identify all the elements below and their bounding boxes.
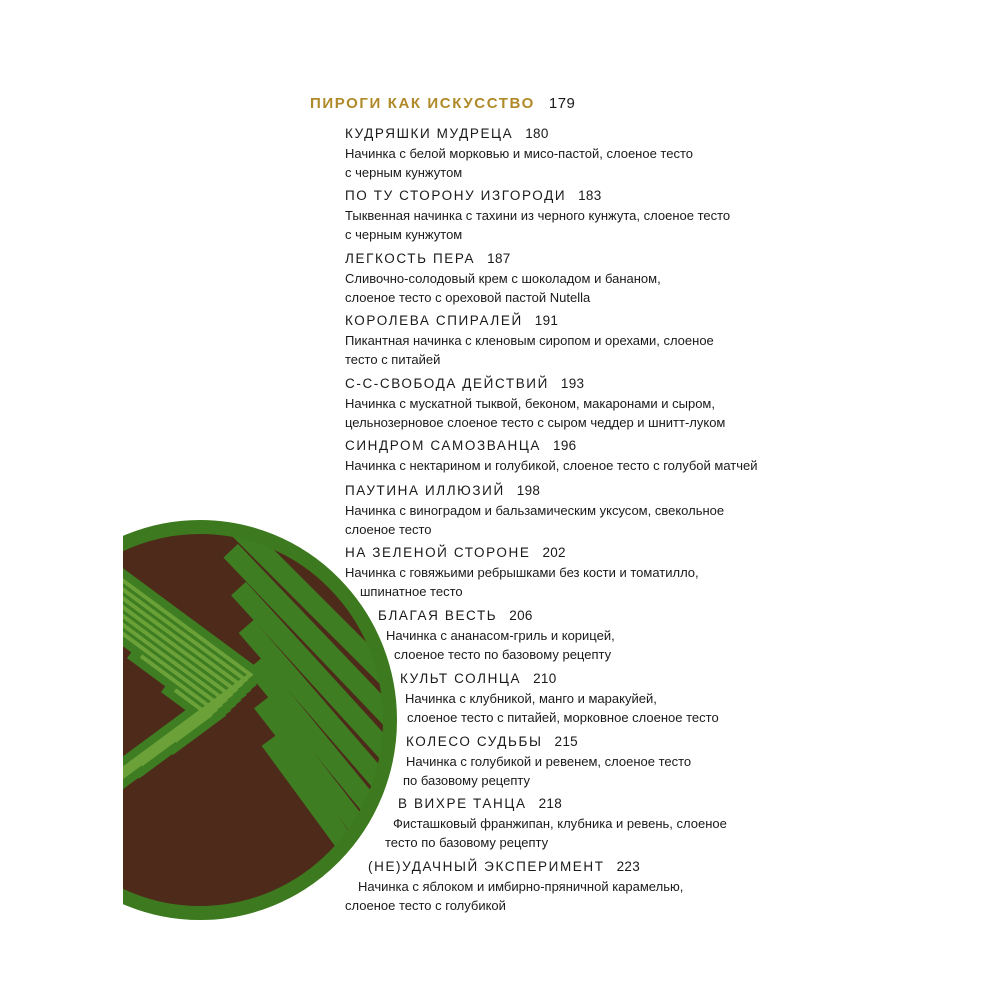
entry-title: ЛЕГКОСТЬ ПЕРА <box>345 251 476 266</box>
toc-entry[interactable] <box>345 435 758 475</box>
entry-description-line: Начинка с голубикой и ревенем, слоеное тесто <box>406 754 692 769</box>
toc-entry[interactable] <box>345 542 699 601</box>
entry-page-number: 206 <box>509 608 533 623</box>
entry-title: КОЛЕСО СУДЬБЫ <box>406 734 543 749</box>
entry-title: ПО ТУ СТОРОНУ ИЗГОРОДИ <box>345 188 567 203</box>
entry-description-line: тесто по базовому рецепту <box>385 835 549 850</box>
entry-description-line: Начинка с виноградом и бальзамическим уксусом, свекольное <box>345 503 725 518</box>
entry-description-line: тесто с питайей <box>345 352 441 367</box>
entry-description-line: Начинка с ананасом-гриль и корицей, <box>386 628 615 643</box>
entry-description-line: с черным кунжутом <box>345 165 463 180</box>
entry-title: КОРОЛЕВА СПИРАЛЕЙ <box>345 313 523 328</box>
toc-entry[interactable] <box>345 310 714 369</box>
entry-title: (НЕ)УДАЧНЫЙ ЭКСПЕРИМЕНТ <box>368 859 605 874</box>
entry-description-line: шпинатное тесто <box>360 584 463 599</box>
entry-page-number: 187 <box>487 251 511 266</box>
toc-entry[interactable] <box>345 248 661 307</box>
toc-entry[interactable] <box>385 793 727 852</box>
entry-description-line: слоеное тесто с питайей, морковное слоеное тесто <box>407 710 719 725</box>
entry-title: НА ЗЕЛЕНОЙ СТОРОНЕ <box>345 545 531 560</box>
entry-page-number: 196 <box>553 438 577 453</box>
toc-entry[interactable] <box>345 856 684 915</box>
entry-description-line: слоеное тесто с голубикой <box>345 898 506 913</box>
entry-title: СИНДРОМ САМОЗВАНЦА <box>345 438 542 453</box>
entry-title: ПАУТИНА ИЛЛЮЗИЙ <box>345 483 505 498</box>
entry-description-line: Начинка с яблоком и имбирно-пряничной карамелью, <box>358 879 684 894</box>
entry-description-line: Тыквенная начинка с тахини из черного кунжута, слоеное тесто <box>345 208 731 223</box>
entry-page-number: 180 <box>525 126 549 141</box>
entry-description-line: по базовому рецепту <box>403 773 530 788</box>
toc-entry[interactable] <box>345 373 725 432</box>
entry-description-line: Сливочно-солодовый крем с шоколадом и бананом, <box>345 271 661 286</box>
entry-description-line: слоеное тесто с ореховой пастой Nutella <box>345 290 591 305</box>
entry-title: БЛАГАЯ ВЕСТЬ <box>378 608 498 623</box>
entry-description-line: цельнозерновое слоеное тесто с сыром чеддер и шнитт-луком <box>345 415 726 430</box>
entry-description-line: Начинка с говяжьими ребрышками без кости и томатилло, <box>345 565 699 580</box>
entry-description-line: слоеное тесто <box>345 522 432 537</box>
entry-title: КУЛЬТ СОЛНЦА <box>400 671 522 686</box>
entry-page-number: 210 <box>533 671 557 686</box>
entry-description-line: Фисташковый франжипан, клубника и ревень, слоеное <box>393 816 727 831</box>
entry-description-line: Пикантная начинка с кленовым сиропом и орехами, слоеное <box>345 333 714 348</box>
toc-entry[interactable] <box>378 605 615 664</box>
entry-description-line: Начинка с мускатной тыквой, беконом, макаронами и сыром, <box>345 396 715 411</box>
entry-description-line: Начинка с белой морковью и мисо-пастой, слоеное тесто <box>345 146 693 161</box>
section-title <box>310 95 575 112</box>
entry-description-line: с черным кунжутом <box>345 227 463 242</box>
section-title-label: ПИРОГИ КАК ИСКУССТВО <box>310 95 535 112</box>
entry-page-number: 202 <box>542 545 566 560</box>
toc-entry[interactable] <box>345 185 730 244</box>
toc-entry[interactable] <box>345 123 693 182</box>
entry-page-number: 215 <box>554 734 578 749</box>
toc-entry[interactable] <box>400 668 719 727</box>
toc-entry[interactable] <box>345 480 724 539</box>
entry-page-number: 193 <box>560 376 585 391</box>
entry-description-line: Начинка с нектарином и голубикой, слоеное тесто с голубой матчей <box>345 458 758 473</box>
entry-page-number: 183 <box>578 188 602 203</box>
entry-title: В ВИХРЕ ТАНЦА <box>398 796 527 811</box>
entry-page-number: 223 <box>616 859 641 874</box>
entry-description-line: слоеное тесто по базовому рецепту <box>394 647 612 662</box>
section-page-number: 179 <box>548 95 576 112</box>
entry-title: С-С-СВОБОДА ДЕЙСТВИЙ <box>345 376 549 391</box>
entry-title: КУДРЯШКИ МУДРЕЦА <box>345 126 514 141</box>
entry-page-number: 191 <box>534 313 559 328</box>
entry-page-number: 198 <box>516 483 541 498</box>
entry-page-number: 218 <box>538 796 563 811</box>
entry-description-line: Начинка с клубникой, манго и маракуйей, <box>405 691 657 706</box>
toc-entry[interactable] <box>403 731 692 790</box>
